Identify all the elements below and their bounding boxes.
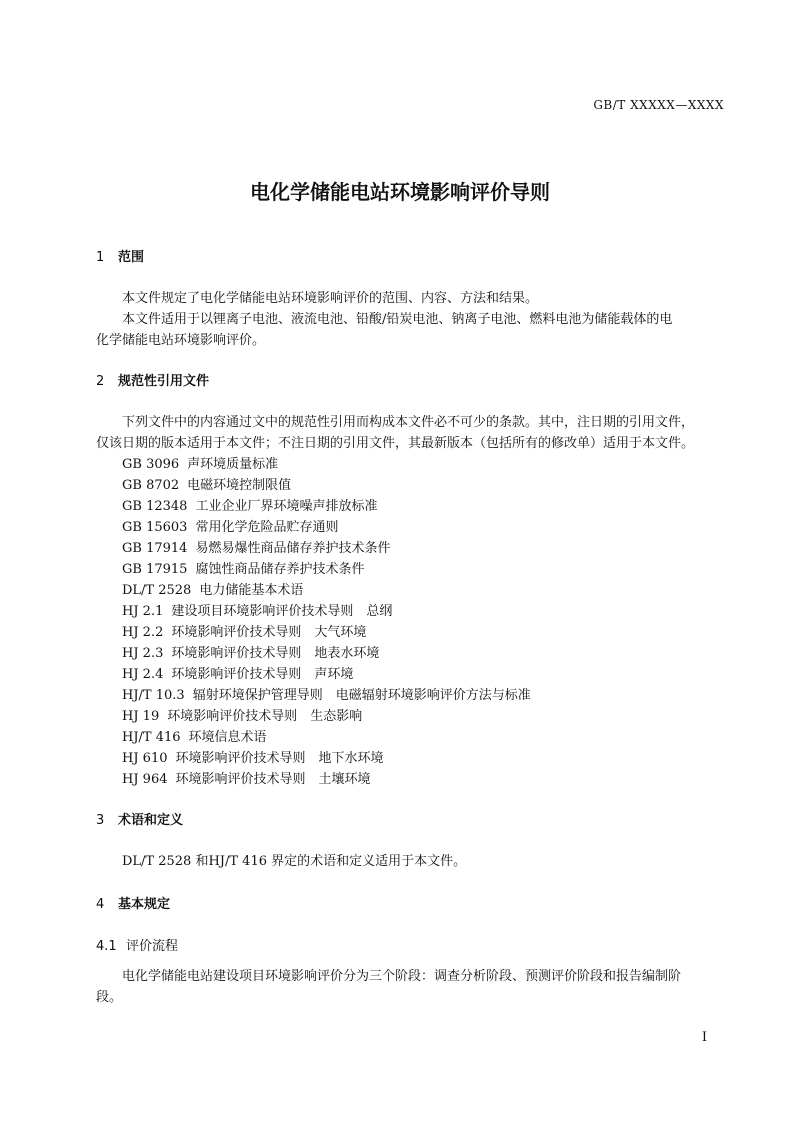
reference-name: 腐蚀性商品储存养护技术条件 [195,562,365,577]
reference-name: 环境影响评价技术导则 地下水环境 [175,751,384,766]
reference-code: HJ 2.2 [122,625,164,640]
reference-name: 环境影响评价技术导则 地表水环境 [171,646,380,661]
reference-item [122,579,303,598]
reference-item [122,453,278,472]
reference-code: HJ/T 416 [122,730,181,745]
reference-code: HJ 964 [122,772,168,787]
reference-name: 声环境质量标准 [187,457,279,472]
reference-name: 常用化学危险品贮存通则 [195,520,339,535]
reference-name: 环境影响评价技术导则 土壤环境 [175,772,371,787]
reference-name: 辐射环境保护管理导则 电磁辐射环境影响评价方法与标准 [192,688,531,703]
reference-item [122,516,338,535]
reference-code: GB 3096 [122,457,180,472]
reference-item [122,474,291,493]
page-number: I [701,1030,707,1045]
section-1-paragraph-2-line-1: 本文件适用于以锂离子电池、液流电池、铅酸/铅炭电池、钠离子电池、燃料电池为储能载体的电 [122,312,673,327]
section-4-1-title: 评价流程 [126,939,179,954]
reference-item [122,663,353,682]
section-2-title: 规范性引用文件 [118,374,210,389]
reference-item [122,495,377,514]
document-title: 电化学储能电站环境影响评价导则 [250,180,550,204]
section-1-number: 1 [96,250,105,265]
reference-code: HJ 2.4 [122,667,164,682]
section-4-1-paragraph-line-1: 电化学储能电站建设项目环境影响评价分为三个阶段：调查分析阶段、预测评价阶段和报告编制阶 [122,969,682,984]
section-2-paragraph-line-2: 仅该日期的版本适用于本文件；不注日期的引用文件，其最新版本（包括所有的修改单）适用于本文件。 [96,436,695,451]
reference-name: 电磁环境控制限值 [187,478,292,493]
reference-item [122,768,371,787]
section-4-1-number: 4.1 [96,939,117,954]
reference-code: HJ 2.3 [122,646,164,661]
reference-name: 环境影响评价技术导则 大气环境 [171,625,367,640]
reference-item [122,705,362,724]
reference-code: HJ 610 [122,751,168,766]
reference-item [122,747,384,766]
reference-name: 环境影响评价技术导则 声环境 [171,667,354,682]
reference-item [122,600,392,619]
reference-name: 环境影响评价技术导则 生态影响 [167,709,363,724]
section-1-paragraph-2-line-2: 化学储能电站环境影响评价。 [96,333,266,348]
section-1-heading [96,246,144,265]
reference-item [122,537,390,556]
reference-code: GB 12348 [122,499,188,514]
reference-code: HJ 19 [122,709,160,724]
section-3-paragraph: DL/T 2528 和HJ/T 416 界定的术语和定义适用于本文件。 [122,854,467,869]
section-1-paragraph-1: 本文件规定了电化学储能电站环境影响评价的范围、内容、方法和结果。 [122,291,539,306]
reference-code: GB 8702 [122,478,180,493]
reference-code: GB 17914 [122,541,188,556]
reference-code: GB 15603 [122,520,188,535]
document-code: GB/T XXXXX—XXXX [593,98,724,112]
reference-name: 工业企业厂界环境噪声排放标准 [195,499,378,514]
reference-code: HJ/T 10.3 [122,688,185,703]
section-4-1-heading [96,935,178,954]
reference-item [122,726,267,745]
reference-code: DL/T 2528 [122,583,192,598]
reference-code: HJ 2.1 [122,604,164,619]
section-2-heading [96,370,209,389]
reference-name: 易燃易爆性商品储存养护技术条件 [195,541,391,556]
section-4-number: 4 [96,897,105,912]
reference-name: 电力储能基本术语 [199,583,304,598]
reference-item [122,621,366,640]
section-4-heading [96,893,170,912]
section-3-number: 3 [96,813,105,828]
section-2-paragraph-line-1: 下列文件中的内容通过文中的规范性引用而构成本文件必不可少的条款。其中，注日期的引用文件， [122,415,695,430]
reference-item [122,642,379,661]
reference-item [122,684,531,703]
reference-name: 环境信息术语 [188,730,267,745]
section-1-title: 范围 [118,250,145,265]
section-3-heading [96,809,183,828]
section-2-number: 2 [96,374,105,389]
reference-name: 建设项目环境影响评价技术导则 总纲 [171,604,393,619]
section-3-title: 术语和定义 [118,813,184,828]
section-4-1-paragraph-line-2: 段。 [96,990,123,1005]
reference-item [122,558,364,577]
section-4-title: 基本规定 [118,897,171,912]
reference-code: GB 17915 [122,562,188,577]
